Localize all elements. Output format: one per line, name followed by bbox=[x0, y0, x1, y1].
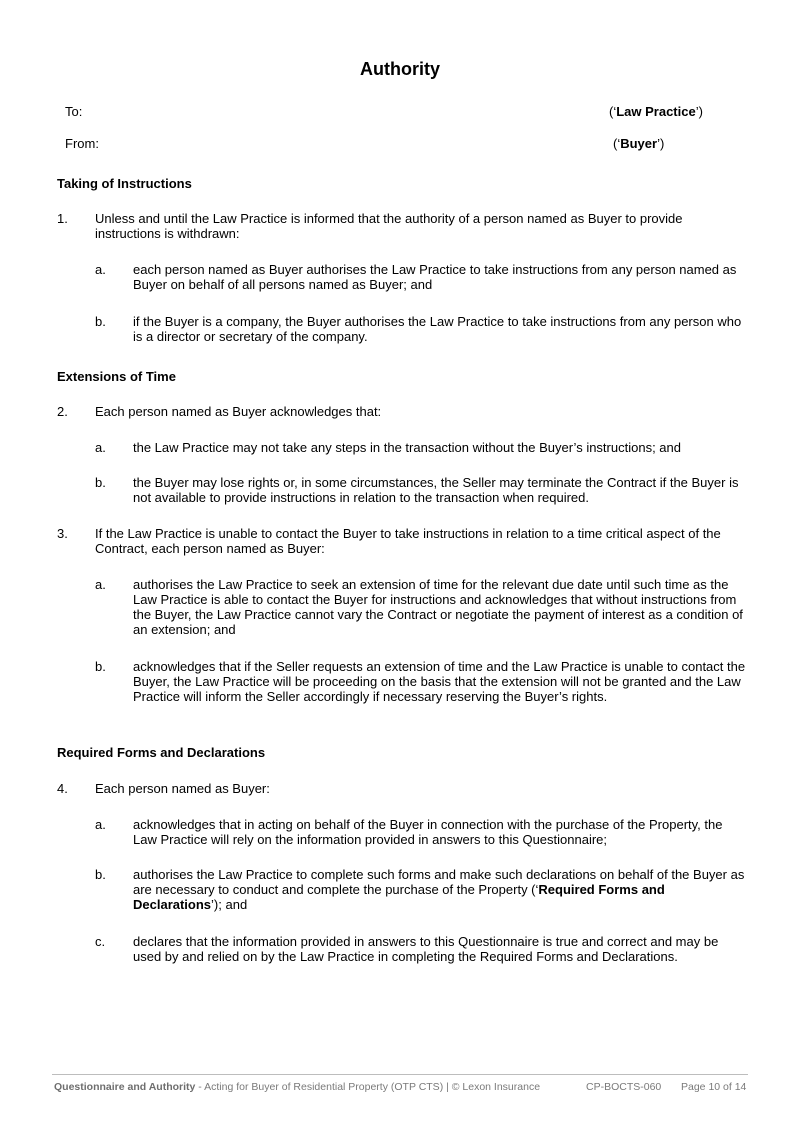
law-practice-definition: (‘Law Practice’) bbox=[609, 104, 703, 119]
section-heading-extensions-of-time: Extensions of Time bbox=[57, 369, 176, 384]
footer-document-code: CP-BOCTS-060 bbox=[586, 1081, 662, 1093]
law-practice-term: Law Practice bbox=[616, 104, 696, 119]
required-forms-term: Required Forms and Declarations bbox=[133, 882, 665, 912]
subclause-letter: b. bbox=[95, 867, 106, 882]
subclause-text: declares that the information provided in answers to this Questionnaire is true and correct and may be used by and relied on by the Law Practice in completing the Required Forms and Declarations. bbox=[133, 934, 719, 964]
to-label: To: bbox=[65, 104, 83, 119]
clause-number: 2. bbox=[57, 404, 68, 419]
clause-text: Unless and until the Law Practice is informed that the authority of a person named as Buyer to provide instructions is withdrawn: bbox=[95, 211, 683, 241]
subclause-letter: b. bbox=[95, 475, 106, 490]
buyer-term: Buyer bbox=[620, 136, 658, 151]
subclause-text: each person named as Buyer authorises the Law Practice to take instructions from any person named as Buyer on behalf of all persons named as Buyer; and bbox=[133, 262, 737, 292]
subclause-text: acknowledges that in acting on behalf of the Buyer in connection with the purchase of the Property, the Law Practice will rely on the information provided in answers to this Questionnaire; bbox=[133, 817, 723, 847]
subclause-letter: a. bbox=[95, 817, 106, 832]
clause-text: Each person named as Buyer: bbox=[95, 781, 270, 796]
subclause-text: authorises the Law Practice to complete such forms and make such declarations on behalf of the Buyer as are necessary to conduct and complete the purchase of the Property (‘Required Forms and Declarations’); and bbox=[133, 867, 745, 912]
clause-text: Each person named as Buyer acknowledges that: bbox=[95, 404, 382, 419]
subclause-text: the Buyer may lose rights or, in some circumstances, the Seller may terminate the Contract if the Buyer is not available to provide instructions in relation to the transaction when required. bbox=[133, 475, 739, 505]
page-title: Authority bbox=[360, 59, 440, 79]
subclause-text: authorises the Law Practice to seek an extension of time for the relevant due date until such time as the Law Practice is able to contact the Buyer for instructions and acknowledges that without instructions from the Buyer, the Law Practice cannot vary the Contract or negotiate the payment of interest as a condition of an extension; and bbox=[133, 577, 743, 637]
clause-number: 3. bbox=[57, 526, 68, 541]
from-label: From: bbox=[65, 136, 99, 151]
subclause-letter: c. bbox=[95, 934, 106, 949]
footer-page-number: Page 10 of 14 bbox=[681, 1081, 747, 1093]
subclause-text: acknowledges that if the Seller requests an extension of time and the Law Practice is unable to contact the Buyer, the Law Practice will be proceeding on the basis that the extension will not be granted and the Law Practice will inform the Seller accordingly if necessary reserving the Buyer’s rights. bbox=[133, 659, 746, 704]
subclause-letter: b. bbox=[95, 659, 106, 674]
subclause-letter: a. bbox=[95, 577, 106, 592]
subclause-letter: b. bbox=[95, 314, 106, 329]
section-heading-taking-of-instructions: Taking of Instructions bbox=[57, 176, 192, 191]
clause-number: 4. bbox=[57, 781, 68, 796]
subclause-letter: a. bbox=[95, 440, 106, 455]
subclause-text: if the Buyer is a company, the Buyer authorises the Law Practice to take instructions from any person who is a director or secretary of the company. bbox=[133, 314, 742, 344]
footer-divider bbox=[52, 1074, 748, 1075]
section-heading-required-forms: Required Forms and Declarations bbox=[57, 745, 266, 760]
clause-number: 1. bbox=[57, 211, 68, 226]
subclause-letter: a. bbox=[95, 262, 106, 277]
clause-text: If the Law Practice is unable to contact the Buyer to take instructions in relation to a time critical aspect of the Contract, each person named as Buyer: bbox=[95, 526, 721, 556]
footer-document-title: Questionnaire and Authority - Acting for Buyer of Residential Property (OTP CTS) | © Lexon Insurance bbox=[54, 1081, 541, 1093]
buyer-definition: (‘Buyer’) bbox=[613, 136, 665, 151]
subclause-text: the Law Practice may not take any steps in the transaction without the Buyer’s instructions; and bbox=[133, 440, 681, 455]
